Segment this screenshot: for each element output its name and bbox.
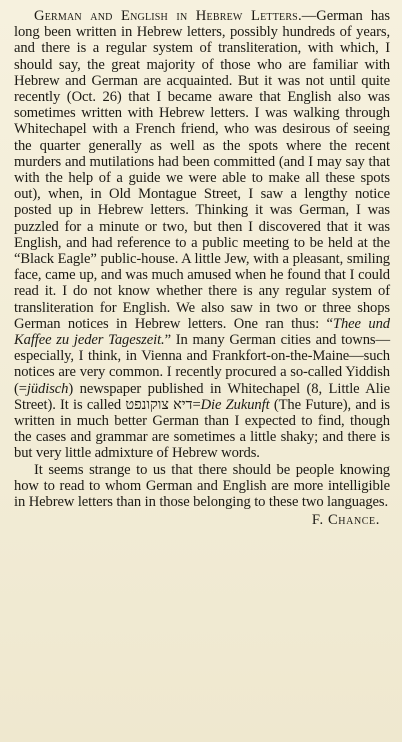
paragraph-1-text-b: ” In many German cities and towns—especially, I think, in Vienna and Frankfort-on-the-Maine—such notices are very common. I recently procured a so-called Yiddish (= [14,332,390,397]
paragraph-1 [14,8,390,462]
judisch-word: jüdisch [26,380,69,397]
paragraph-1-text-c: ) newspaper published in Whitechapel (8, Little Alie Street). It is called [14,380,390,413]
paragraph-2: It seems strange to us that there should be people knowing how to read to whom German and English are more intelligible in Hebrew letters than in those belonging to these two languages. [14,461,390,511]
article-title: German and English in Hebrew Letters. [34,8,302,24]
paragraph-1-text-d: = [192,396,201,413]
signature: F. Chance. [311,512,380,529]
hebrew-newspaper-title: דיא צוקונפט [125,396,193,413]
paragraph-1-text-e: (The Future), and is written in much better German than I expected to find, though the cases and grammar are sometimes a little shaky; and there is but very little admixture of Hebrew words. [14,396,390,462]
paragraph-1-text-a: —German has long been written in Hebrew letters, possibly hundreds of years, and there is a regular system of transliteration, with which, I should say, the great majority of those who are familiar with Hebrew and German are acquainted. But it was not until quite recently (Oct. 26) that I became aware that English also was sometimes written with Hebrew letters. I was walking through Whitechapel with a French friend, who was desirous of seeing the quarter generally as well as the spots where the recent murders and mutilations had been committed (and I may say that with the help of a guide we were able to make all these spots out), when, in Old Montague Street, I saw a lengthy notice posted up in Hebrew letters. Thinking it was German, I was puzzled for a minute or two, but then I discovered that it was English, and had reference to a public meeting to be held at the “Black Eagle” public-house. A little Jew, with a pleasant, smiling face, came up, and was much amused when he found that I could read it. I do not know whether there is any regular system of transliteration for English. We also saw in two or three shops German notices in Hebrew letters. One ran thus: “ [14,8,390,332]
quoted-notice: Thee und Kaffee zu jeder Tageszeit. [14,315,390,349]
newspaper-name: Die Zukunft [200,396,270,413]
article-body [14,8,390,529]
